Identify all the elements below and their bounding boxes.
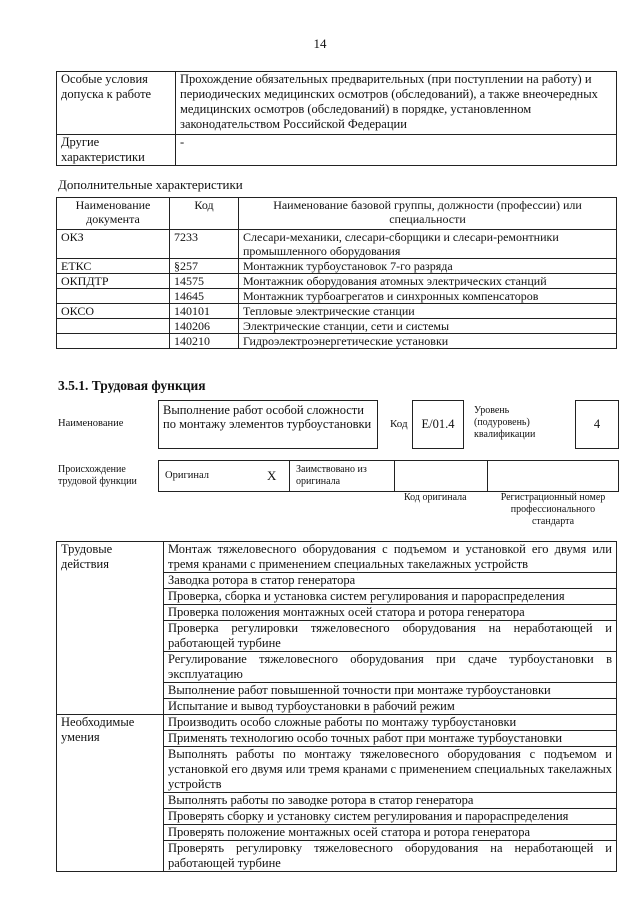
name-value: Выполнение работ особой сложности по монтажу элементов турбоустановки: [163, 403, 372, 431]
table-row: [57, 319, 617, 334]
list-item: Регулирование тяжеловесного оборудования при сдаче турбоустановки в эксплуатацию: [164, 652, 617, 683]
row-label: Особые условия допуска к работе: [57, 72, 176, 135]
borrowed-label: Заимствовано из оригинала: [296, 464, 367, 487]
cell-name: Монтажник оборудования атомных электрических станций: [239, 274, 617, 289]
cell-name: Монтажник турбоагрегатов и синхронных компенсаторов: [239, 289, 617, 304]
code-value: E/01.4: [421, 417, 455, 431]
table-row: [57, 72, 617, 135]
list-item: Проверка, сборка и установка систем регулирования и парораспределения: [164, 589, 617, 605]
skills-label: Необходимые умения: [57, 715, 164, 872]
row-value: Прохождение обязательных предварительных (при поступлении на работу) и периодических медицинских осмотров (обследований), а также внеочередных медицинских осмотров (обследований) в порядке, установленном законодательством Российской Федерации: [176, 72, 617, 135]
list-item: Выполнять работы по монтажу тяжеловесного оборудования с подъемом и установкой его двумя или тремя кранами с применением специальных такелажных устройств: [164, 747, 617, 793]
list-item: Монтаж тяжеловесного оборудования с подъемом и установкой его двумя или тремя кранами с применением специальных такелажных устройств: [164, 542, 617, 573]
cell-doc: ОКПДТР: [57, 274, 170, 289]
actions-label: Трудовые действия: [57, 542, 164, 715]
original-label: Оригинал: [165, 470, 209, 481]
cell-code: 140206: [170, 319, 239, 334]
cell-doc: [57, 319, 170, 334]
table-row: [57, 334, 617, 349]
table-row: [57, 135, 617, 166]
cell-code: 140101: [170, 304, 239, 319]
additional-table: [56, 197, 617, 349]
actions-skills-table: [56, 541, 617, 872]
function-heading: 3.5.1. Трудовая функция: [58, 378, 206, 393]
level-label: Уровень (подуровень) квалификации: [474, 405, 536, 440]
origin-label: Происхождение трудовой функции: [58, 464, 137, 487]
table-row: [57, 274, 617, 289]
table-row: [57, 715, 617, 731]
list-item: Применять технологию особо точных работ при монтаже турбоустановки: [164, 731, 617, 747]
table-row: [57, 304, 617, 319]
list-item: Заводка ротора в статор генератора: [164, 573, 617, 589]
table-header: [57, 198, 617, 230]
borrowed-box: [289, 460, 395, 492]
origin-original-box: [158, 460, 290, 492]
name-label: Наименование: [58, 418, 124, 429]
name-box: [158, 400, 378, 449]
cell-name: Слесари-механики, слесари-сборщики и слесари-ремонтники промышленного оборудования: [239, 230, 617, 259]
list-item: Проверять положение монтажных осей статора и ротора генератора: [164, 825, 617, 841]
header-name: Наименование базовой группы, должности (профессии) или специальности: [239, 198, 617, 230]
page-number: 14: [313, 36, 327, 51]
list-item: Выполнять работы по заводке ротора в статор генератора: [164, 793, 617, 809]
origin-code-label: Код оригинала: [404, 492, 467, 503]
reg-number-box: [487, 460, 619, 492]
level-box: [575, 400, 619, 449]
list-item: Производить особо сложные работы по монтажу турбоустановки: [164, 715, 617, 731]
code-label: Код: [390, 418, 408, 430]
table-row: [57, 230, 617, 259]
origin-code-box: [394, 460, 488, 492]
code-box: [412, 400, 464, 449]
list-item: Выполнение работ повышенной точности при монтаже турбоустановки: [164, 683, 617, 699]
list-item: Проверять сборку и установку систем регулирования и парораспределения: [164, 809, 617, 825]
cell-doc: [57, 289, 170, 304]
original-mark: X: [267, 468, 277, 483]
cell-name: Гидроэлектроэнергетические установки: [239, 334, 617, 349]
cell-code: §257: [170, 259, 239, 274]
header-code: Код: [170, 198, 239, 230]
row-value: -: [176, 135, 617, 166]
cell-doc: ОКЗ: [57, 230, 170, 259]
cell-code: 140210: [170, 334, 239, 349]
list-item: Проверка положения монтажных осей статора и ротора генератора: [164, 605, 617, 621]
cell-doc: [57, 334, 170, 349]
cell-code: 7233: [170, 230, 239, 259]
table-row: [57, 289, 617, 304]
list-item: Проверять регулировку тяжеловесного оборудования на неработающей и работающей турбине: [164, 841, 617, 872]
cell-name: Тепловые электрические станции: [239, 304, 617, 319]
table-row: [57, 542, 617, 573]
level-value: 4: [593, 417, 601, 431]
conditions-table: [56, 71, 617, 166]
list-item: Испытание и вывод турбоустановки в рабочий режим: [164, 699, 617, 715]
cell-code: 14645: [170, 289, 239, 304]
cell-code: 14575: [170, 274, 239, 289]
reg-number-label: Регистрационный номер профессионального стандарта: [500, 492, 606, 527]
list-item: Проверка регулировки тяжеловесного оборудования на неработающей и работающей турбине: [164, 621, 617, 652]
cell-doc: ОКСО: [57, 304, 170, 319]
table-row: [57, 259, 617, 274]
cell-name: Электрические станции, сети и системы: [239, 319, 617, 334]
header-doc: Наименование документа: [57, 198, 170, 230]
cell-name: Монтажник турбоустановок 7-го разряда: [239, 259, 617, 274]
additional-title: Дополнительные характеристики: [58, 177, 243, 192]
cell-doc: ЕТКС: [57, 259, 170, 274]
row-label: Другие характеристики: [57, 135, 176, 166]
